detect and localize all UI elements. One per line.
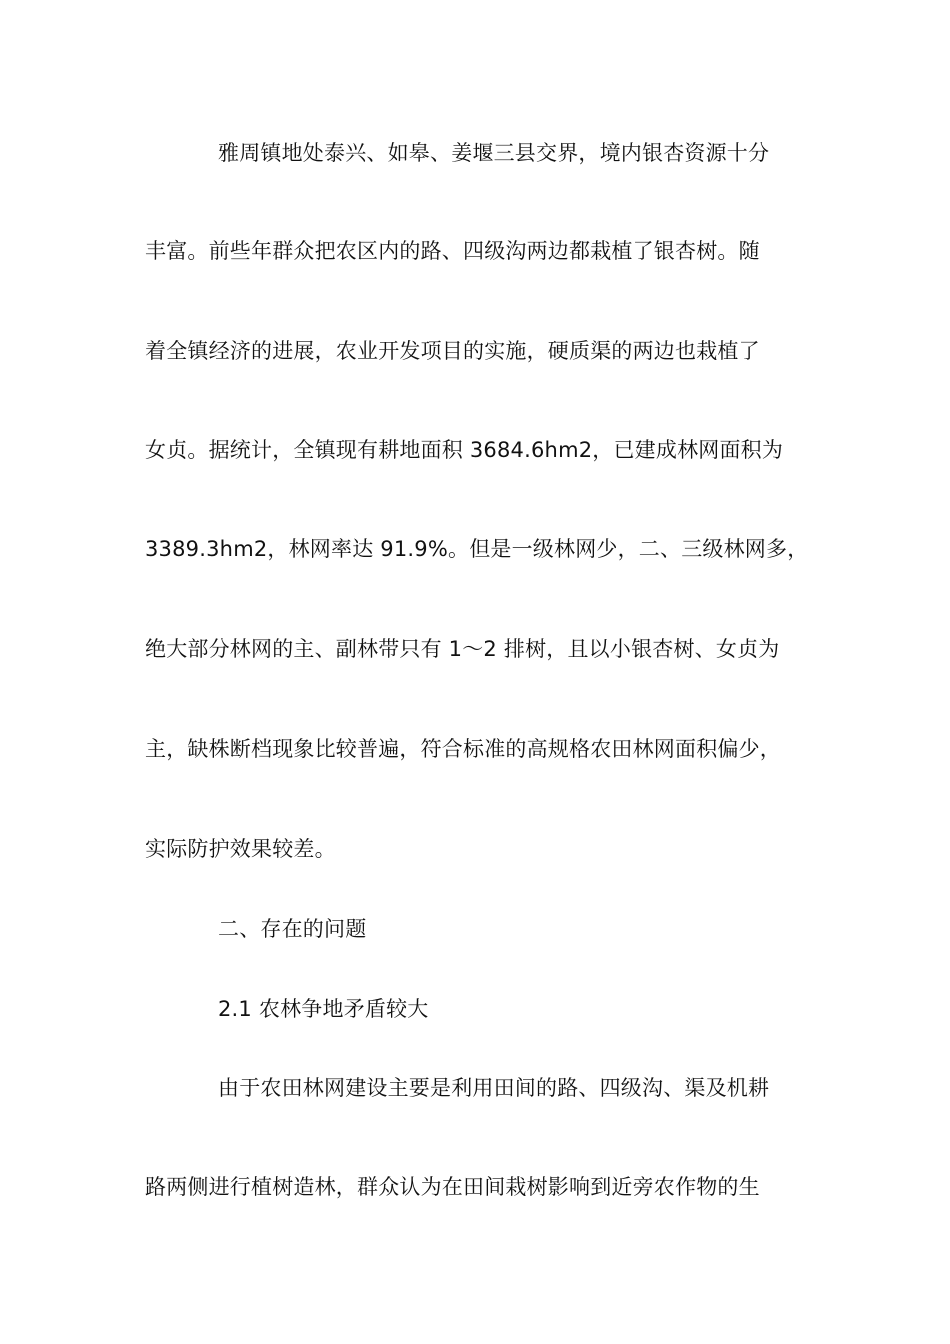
paragraph-1-line-4: 女贞。据统计，全镇现有耕地面积 3684.6hm2，已建成林网面积为 (145, 438, 784, 462)
paragraph-2-line-1: 由于农田林网建设主要是利用田间的路、四级沟、渠及机耕 (218, 1076, 770, 1100)
paragraph-1-line-8: 实际防护效果较差。 (145, 837, 336, 861)
subsection-heading: 2.1 农林争地矛盾较大 (218, 997, 429, 1021)
paragraph-1-line-2: 丰富。前些年群众把农区内的路、四级沟两边都栽植了银杏树。随 (145, 239, 760, 263)
paragraph-1-line-7: 主，缺株断档现象比较普遍，符合标准的高规格农田林网面积偏少， (145, 737, 781, 761)
paragraph-1-line-5: 3389.3hm2，林网率达 91.9%。但是一级林网少，二、三级林网多， (145, 537, 809, 561)
section-heading: 二、存在的问题 (218, 917, 367, 941)
paragraph-1-line-6: 绝大部分林网的主、副林带只有 1～2 排树，且以小银杏树、女贞为 (145, 637, 780, 661)
paragraph-1-line-3: 着全镇经济的进展，农业开发项目的实施，硬质渠的两边也栽植了 (145, 339, 760, 363)
paragraph-1-line-1: 雅周镇地处泰兴、如皋、姜堰三县交界，境内银杏资源十分 (218, 141, 770, 165)
paragraph-2-line-2: 路两侧进行植树造林，群众认为在田间栽树影响到近旁农作物的生 (145, 1175, 760, 1199)
